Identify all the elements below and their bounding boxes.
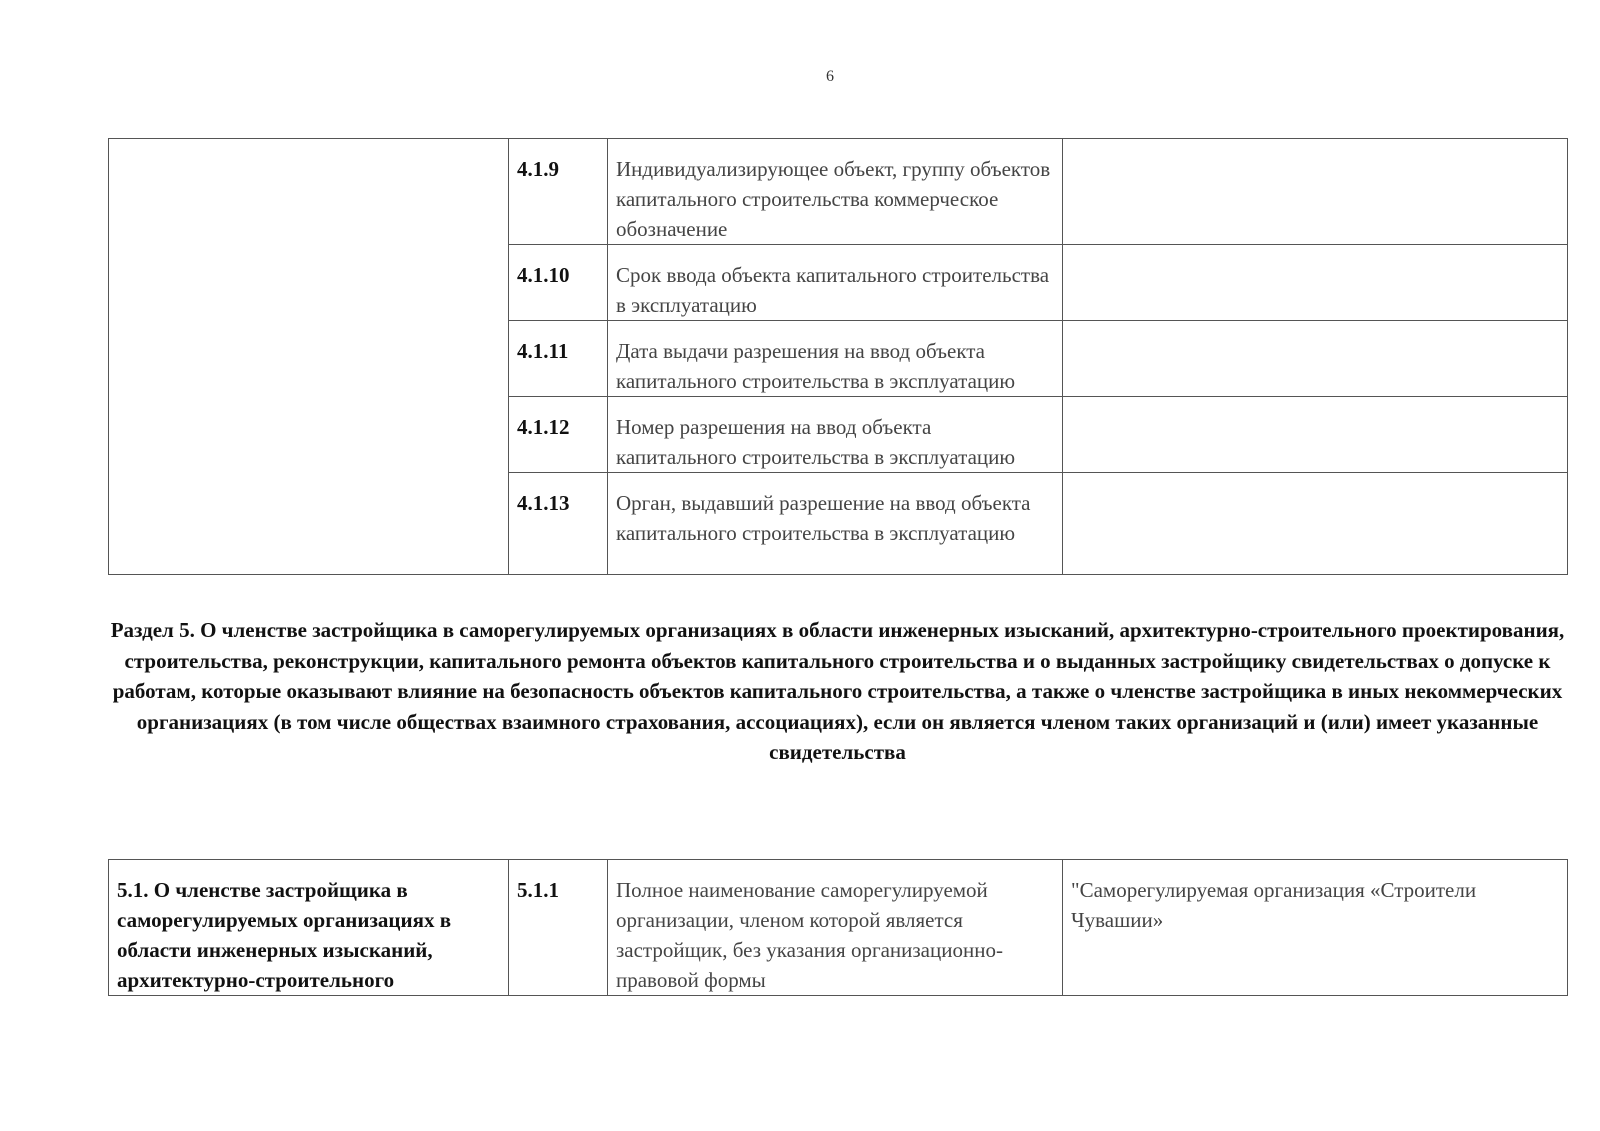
row-code: 5.1.1 xyxy=(509,860,608,996)
table-row xyxy=(109,860,1568,996)
row-description: Орган, выдавший разрешение на ввод объекта капитального строительства в эксплуатацию xyxy=(608,473,1063,575)
row-code: 4.1.9 xyxy=(509,139,608,245)
row-description: Номер разрешения на ввод объекта капитального строительства в эксплуатацию xyxy=(608,397,1063,473)
section-5-heading: Раздел 5. О членстве застройщика в саморегулируемых организациях в области инженерных изысканий, архитектурно-строительного проектирования, строительства, реконструкции, капитального ремонта объектов капитального строительства и о выданных застройщику свидетельствах о допуске к работам, которые оказывают влияние на безопасность объектов капитального строительства, а также о членстве застройщика в иных некоммерческих организациях (в том числе обществах взаимного страхования, ассоциациях), если он является членом таких организаций и (или) имеет указанные свидетельства xyxy=(110,618,1565,764)
table-row xyxy=(109,139,1568,245)
disclosure-table-section-5 xyxy=(108,859,1568,996)
row-value: "Саморегулируемая организация «Строители Чувашии» xyxy=(1063,860,1568,996)
row-value xyxy=(1063,139,1568,245)
row-value xyxy=(1063,397,1568,473)
row-code: 4.1.13 xyxy=(509,473,608,575)
group-cell-empty xyxy=(109,139,509,575)
disclosure-table-section-4 xyxy=(108,138,1568,575)
row-value xyxy=(1063,245,1568,321)
row-code: 4.1.11 xyxy=(509,321,608,397)
row-description: Индивидуализирующее объект, группу объектов капитального строительства коммерческое обозначение xyxy=(608,139,1063,245)
row-description: Полное наименование саморегулируемой организации, членом которой является застройщик, без указания организационно-правовой формы xyxy=(608,860,1063,996)
group-cell: 5.1. О членстве застройщика в саморегулируемых организациях в области инженерных изысканий, архитектурно-строительного xyxy=(109,860,509,996)
row-code: 4.1.12 xyxy=(509,397,608,473)
row-value xyxy=(1063,473,1568,575)
row-description: Дата выдачи разрешения на ввод объекта капитального строительства в эксплуатацию xyxy=(608,321,1063,397)
row-code: 4.1.10 xyxy=(509,245,608,321)
row-value xyxy=(1063,321,1568,397)
page-number: 6 xyxy=(826,68,834,85)
row-description: Срок ввода объекта капитального строительства в эксплуатацию xyxy=(608,245,1063,321)
